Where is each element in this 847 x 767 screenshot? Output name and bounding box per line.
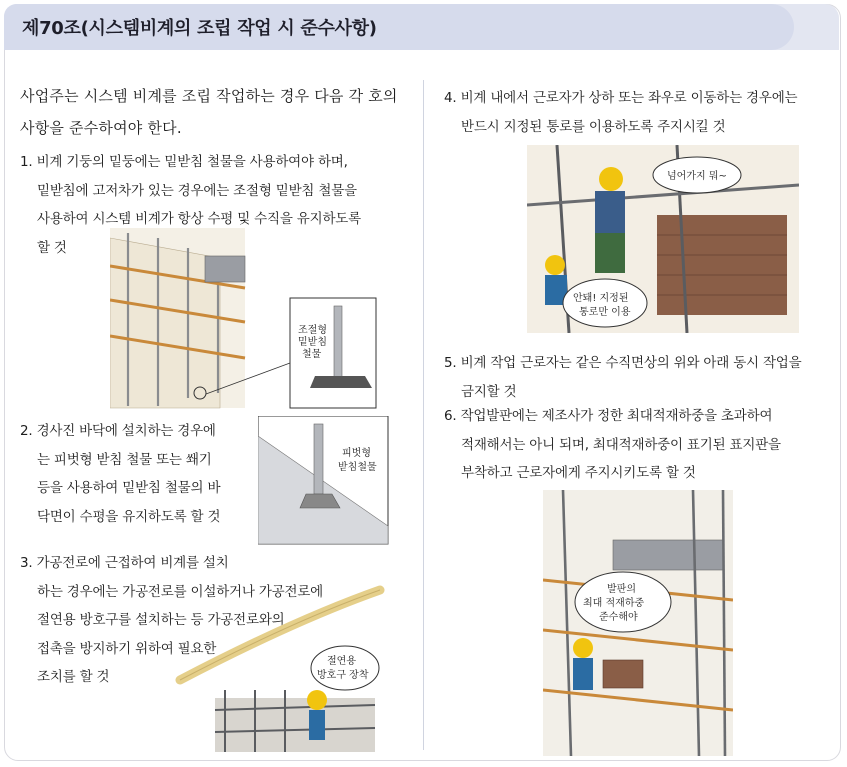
load-limit-label-1: 발판의 <box>607 584 636 595</box>
item-5-line-2: 금지할 것 <box>461 383 517 400</box>
pivot-base-label-1: 피벗형 <box>342 448 371 459</box>
load-limit-illustration <box>543 490 733 756</box>
item-1-line-2: 밑받침에 고저차가 있는 경우에는 조절형 밑받침 철물을 <box>37 182 357 199</box>
pivot-base-label-2: 받침철물 <box>338 462 377 473</box>
item-6 <box>444 402 781 488</box>
item-3-line-3: 절연용 방호구를 설치하는 등 가공전로와의 <box>37 612 285 628</box>
warning-label-2: 통로만 이용 <box>579 307 631 318</box>
adjustable-base-label-1: 조절형 <box>298 325 327 336</box>
warning-label-1: 안돼! 지정된 <box>573 293 629 304</box>
intro-paragraph: 사업주는 시스템 비계를 조립 작업하는 경우 다음 각 호의 사항을 준수하여야 한다. <box>20 87 398 137</box>
insulation-label-1: 절연용 <box>327 656 356 667</box>
insulation-label-2: 방호구 장착 <box>317 670 369 681</box>
column-divider <box>423 80 424 750</box>
item-1-line-3: 사용하여 시스템 비계가 항상 수평 및 수직을 유지하도록 <box>37 211 361 227</box>
item-6-line-3: 부착하고 근로자에게 주지시키도록 할 것 <box>461 465 696 481</box>
power-line-illustration <box>175 580 385 752</box>
item-2-line-1: 2. 경사진 바닥에 설치하는 경우에 <box>20 423 216 439</box>
scaffold-base-illustration <box>110 228 380 413</box>
item-3-line-1: 3. 가공전로에 근접하여 비계를 설치 <box>20 555 229 571</box>
item-3-line-5: 조치를 할 것 <box>37 669 110 685</box>
item-5-line-1: 5. 비계 작업 근로자는 같은 수직면상의 위와 아래 동시 작업을 <box>444 355 802 371</box>
item-2-line-3: 등을 사용하여 밑받침 철물의 바 <box>37 480 221 496</box>
item-3-line-4: 접촉을 방지하기 위하여 필요한 <box>37 640 217 657</box>
item-6-line-2: 적재해서는 아니 되며, 최대적재하중이 표기된 표지판을 <box>461 436 781 453</box>
item-4 <box>444 84 797 141</box>
item-2 <box>20 417 220 531</box>
adjustable-base-label-3: 철물 <box>302 349 322 360</box>
load-limit-label-3: 준수해야 <box>599 612 638 623</box>
adjustable-base-label-2: 밑받침 <box>298 337 327 348</box>
item-5 <box>444 349 802 406</box>
load-limit-label-2: 최대 적재하중 <box>583 598 645 609</box>
item-2-line-2: 는 피벗형 받침 철물 또는 쐐기 <box>37 451 212 468</box>
page-title: 제70조(시스템비계의 조립 작업 시 준수사항) <box>22 18 377 39</box>
item-2-line-4: 닥면이 수평을 유지하도록 할 것 <box>37 508 221 525</box>
passage-illustration <box>527 145 799 333</box>
item-4-line-1: 4. 비계 내에서 근로자가 상하 또는 좌우로 이동하는 경우에는 <box>444 90 798 106</box>
item-4-line-2: 반드시 지정된 통로를 이용하도록 주지시킬 것 <box>461 118 726 135</box>
item-3-line-2: 하는 경우에는 가공전로를 이설하거나 가공전로에 <box>37 583 324 600</box>
item-1-line-4: 할 것 <box>37 239 67 256</box>
worker-song-label: 넘어가지 뭐~ <box>667 171 727 182</box>
pivot-base-illustration <box>258 416 390 546</box>
item-6-line-1: 6. 작업발판에는 제조사가 정한 최대적재하중을 초과하여 <box>444 408 773 424</box>
item-1-line-1: 1. 비계 기둥의 밑둥에는 밑받침 철물을 사용하여야 하며, <box>20 154 348 170</box>
